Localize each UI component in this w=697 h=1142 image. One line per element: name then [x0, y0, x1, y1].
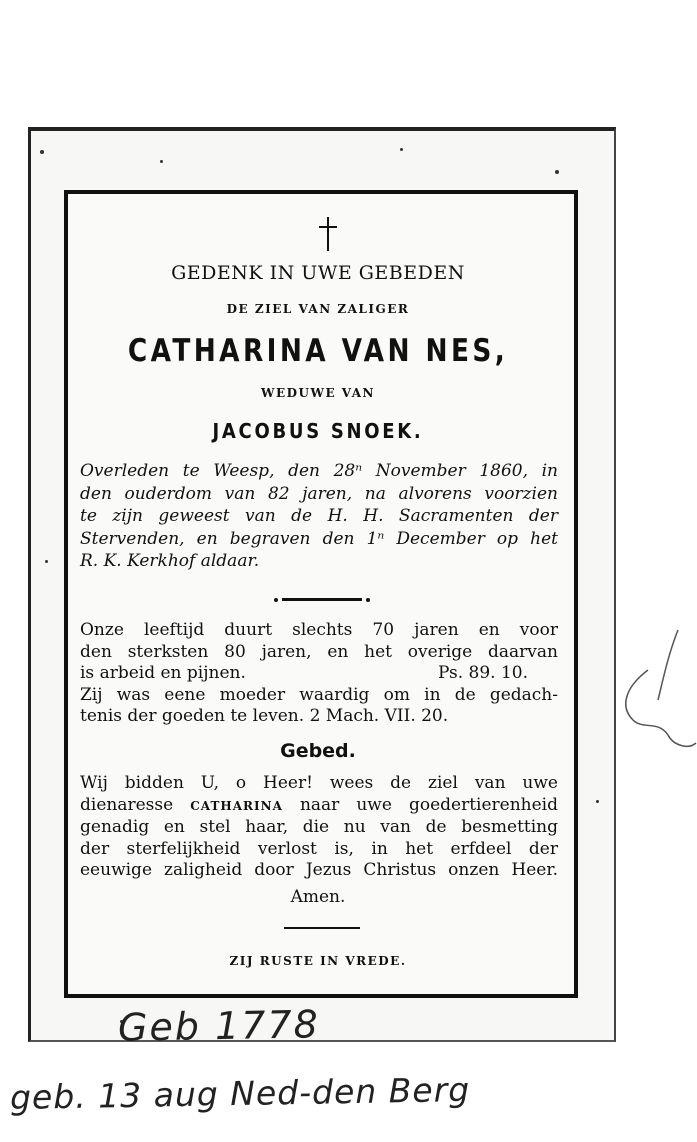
cross-icon [316, 217, 340, 251]
quote-line: Onze leeftijd duurt slechts 70 jaren en voor [80, 620, 558, 640]
death-notice-line: te zijn geweest van de H. H. Sacramenten der [80, 506, 558, 526]
death-notice-line: den ouderdom van 82 jaren, na alvorens voorzien [80, 483, 558, 504]
amen-line: Amen. [290, 887, 346, 907]
prayer-text [80, 773, 558, 882]
prayer-text-part: naar uwe goedertierenheid [299, 794, 559, 815]
death-notice-line: Stervenden, en begraven den 1ⁿ December op het [80, 528, 558, 549]
prayer-line: genadig en stel haar, die nu van de besmetting [80, 817, 558, 837]
speck [45, 560, 48, 563]
prayer-title: Gebed. [280, 740, 356, 762]
speck [40, 150, 44, 154]
handwritten-birth-year: Geb 1778 [117, 1002, 321, 1050]
quote-line: tenis der goeden te leven. 2 Mach. VII. 20. [80, 706, 449, 726]
speck [596, 800, 599, 803]
quote-line: den sterksten 80 jaren, en het overige daarvan [80, 641, 558, 662]
quote-line [80, 663, 558, 685]
quote-text: is arbeid en pijnen. [80, 663, 246, 683]
soul-line: DE ZIEL VAN ZALIGER [226, 302, 410, 316]
quote-reference: Ps. 89. 10. [438, 663, 528, 683]
death-notice [80, 460, 558, 573]
deceased-name: CATHARINA VAN NES, [127, 333, 509, 369]
closing-divider [284, 927, 360, 929]
death-notice-line: R. K. Kerkhof aldaar. [80, 551, 260, 571]
handwritten-birth-note: geb. 13 aug Ned-den Berg [9, 1069, 471, 1118]
scripture-quote [80, 620, 558, 728]
speck [400, 148, 403, 151]
card-heading: GEDENK IN UWE GEBEDEN [171, 262, 465, 284]
closing-line: ZIJ RUSTE IN VREDE. [229, 954, 407, 968]
prayer-line: eeuwige zaligheid door Jezus Christus onzen Heer. [80, 860, 558, 880]
prayer-line: Wij bidden U, o Heer! wees de ziel van uwe [80, 773, 558, 793]
prayer-line [80, 795, 558, 818]
prayer-text-part: dienaresse [80, 794, 174, 815]
speck [160, 160, 163, 163]
widow-line: WEDUWE VAN [261, 386, 375, 400]
speck [555, 170, 559, 174]
death-notice-line: Overleden te Weesp, den 28ⁿ November 1860, in [80, 461, 558, 481]
ornament-divider [282, 598, 362, 601]
prayer-name: CATHARINA [190, 798, 283, 813]
prayer-line: der sterfelijkheid verlost is, in het erfdeel der [80, 838, 558, 859]
pencil-scrawl [608, 625, 697, 765]
quote-line: Zij was eene moeder waardig om in de gedach- [80, 684, 558, 705]
husband-name: JACOBUS SNOEK. [212, 419, 424, 443]
